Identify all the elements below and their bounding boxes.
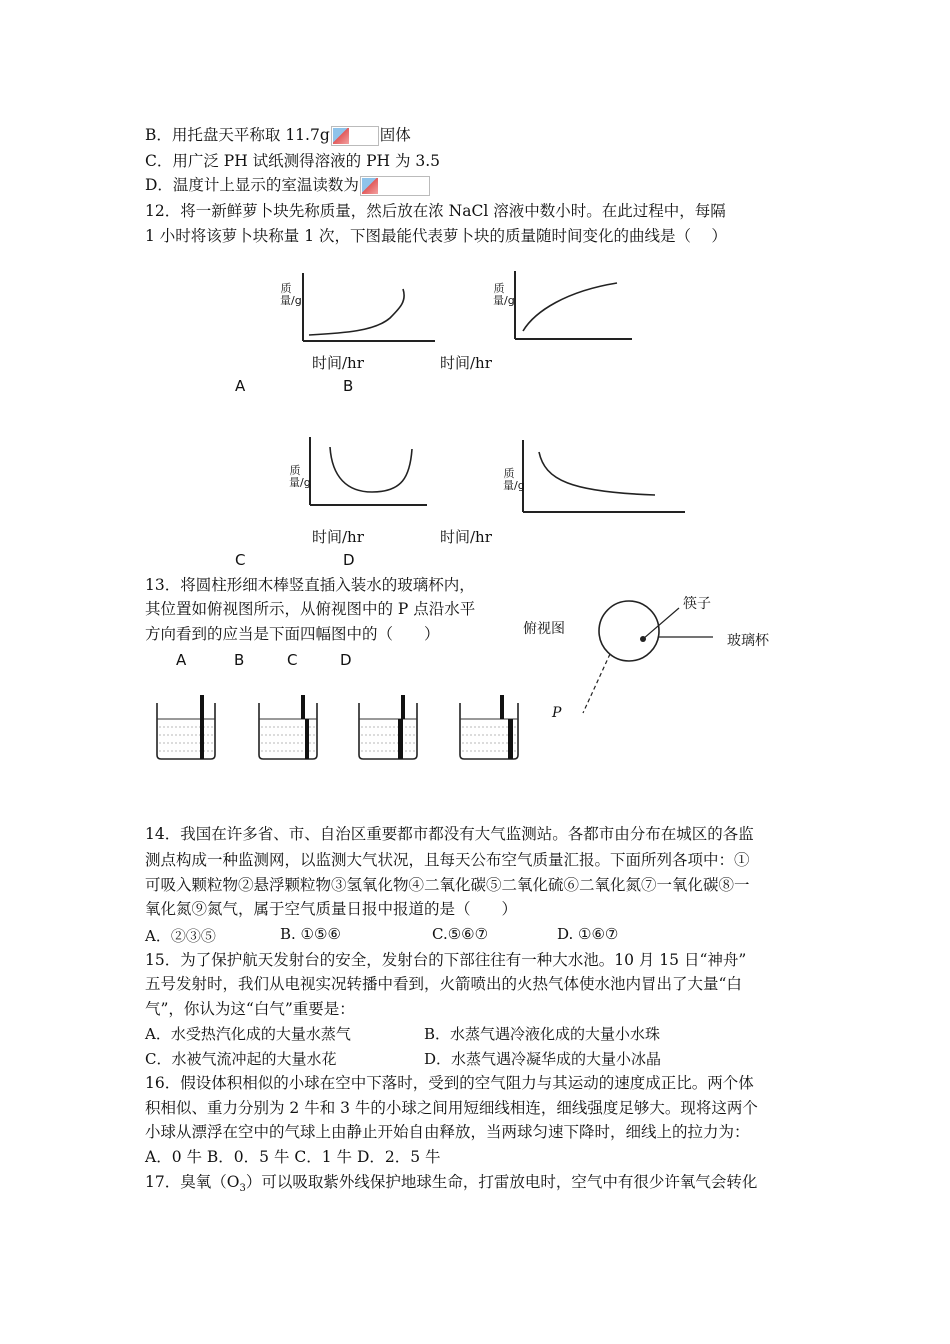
graph-d: [515, 440, 695, 520]
q13-line-1: 13．将圆柱形细木棒竖直插入装水的玻璃杯内，: [145, 576, 475, 594]
q11-option-b-text: B．用托盘天平称取 11.7g: [145, 126, 330, 144]
q12-line-1: 12．将一新鲜萝卜块先称质量，然后放在浓 NaCl 溶液中数小时。在此过程中，每隔: [145, 202, 726, 220]
graph-d-xlabel: 时间/hr: [440, 528, 492, 546]
q13-line-3: 方向看到的应当是下面四幅图中的（ ）: [145, 625, 440, 643]
q14-line-2: 测点构成一种监测网，以监测大气状况，且每天公布空气质量汇报。下面所列各项中：①: [145, 851, 750, 869]
q13-line-2: 其位置如俯视图所示，从俯视图中的 P 点沿水平: [145, 600, 476, 618]
q11-option-d: [145, 175, 431, 196]
glass-option-b: [257, 695, 327, 765]
glass-label: 玻璃杯: [727, 633, 769, 649]
q15-option-d: D．水蒸气遇冷凝华成的大量小冰晶: [424, 1050, 662, 1068]
q13-option-c: C: [287, 651, 298, 669]
graph-a: [295, 273, 445, 353]
q11-option-b: [145, 125, 411, 146]
q14-option-b: B. ①⑤⑥: [280, 925, 341, 943]
q14-line-1: 14．我国在许多省、市、自治区重要都市都没有大气监测站。各都市由分布在城区的各监: [145, 825, 754, 843]
q15-line-1: 15．为了保护航天发射台的安全，发射台的下部往往有一种大水池。10 月 15 日“神舟”: [145, 951, 747, 969]
q16-line-2: 积相似、重力分别为 2 牛和 3 牛的小球之间用短细线相连，细线强度足够大。现将这两个: [145, 1099, 758, 1117]
graph-a-ylabel: 质量/g: [280, 282, 302, 307]
q13-option-b: B: [234, 651, 245, 669]
broken-image-icon: [331, 126, 379, 146]
q17-text-end: ）可以吸取紫外线保护地球生命，打雷放电时，空气中有很少许氧气会转化: [245, 1173, 758, 1191]
q11-option-d-text: D．温度计上显示的室温读数为: [145, 176, 359, 194]
q15-line-3: 气”，你认为这“白气”重要是：: [145, 1000, 355, 1018]
graph-d-ylabel: 质量/g: [503, 467, 525, 492]
chopstick-label: 筷子: [683, 596, 711, 612]
q12-option-c: C: [235, 551, 246, 569]
q17-line-1: [145, 1172, 757, 1199]
q14-option-d: D. ①⑥⑦: [557, 925, 619, 943]
graph-c: [302, 437, 452, 517]
graph-c-xlabel: 时间/hr: [312, 528, 364, 546]
q15-option-a: A．水受热汽化成的大量水蒸气: [145, 1025, 351, 1043]
p-point-label: P: [552, 705, 562, 721]
q16-line-3: 小球从漂浮在空中的气球上由静止开始自由释放，当两球匀速下降时，细线上的拉力为：: [145, 1123, 750, 1141]
graph-a-xlabel: 时间/hr: [312, 354, 364, 372]
q14-line-3: 可吸入颗粒物②悬浮颗粒物③氢氧化物④二氧化碳⑤二氧化硫⑥二氧化氮⑦一氧化碳⑧一: [145, 876, 750, 894]
q14-option-c: C.⑤⑥⑦: [432, 925, 489, 943]
q15-line-2: 五号发射时，我们从电视实况转播中看到，火箭喷出的火热气体使水池内冒出了大量“白: [145, 975, 742, 993]
top-view-label: 俯视图: [523, 621, 565, 637]
glass-option-c: [357, 695, 427, 765]
q11-option-b-suffix: 固体: [379, 126, 411, 144]
glass-option-a: [155, 695, 225, 765]
q13-option-a: A: [176, 651, 187, 669]
q17-subscript: 3: [239, 1183, 246, 1195]
q12-option-a: A: [235, 377, 246, 395]
q15-option-c: C．水被气流冲起的大量水花: [145, 1050, 337, 1068]
q16-options: A．0 牛 B．0．5 牛 C．1 牛 D．2．5 牛: [145, 1148, 441, 1166]
graph-c-ylabel: 质量/g: [289, 464, 311, 489]
graph-b: [507, 271, 657, 351]
q17-text-start: 17．臭氧（O: [145, 1173, 240, 1191]
q11-option-c: C．用广泛 PH 试纸测得溶液的 PH 为 3.5: [145, 152, 441, 170]
q12-option-d: D: [343, 551, 355, 569]
q16-line-1: 16．假设体积相似的小球在空中下落时，受到的空气阻力与其运动的速度成正比。两个体: [145, 1074, 754, 1092]
graph-b-ylabel: 质量/g: [493, 282, 515, 307]
q12-option-b: B: [343, 377, 354, 395]
q13-option-d: D: [340, 651, 352, 669]
glass-option-d: [458, 695, 528, 765]
graph-b-xlabel: 时间/hr: [440, 354, 492, 372]
q14-option-a: A．②③⑤: [145, 927, 216, 945]
q14-line-4: 氧化氮⑨氮气，属于空气质量日报中报道的是（ ）: [145, 900, 518, 918]
top-view-diagram: [575, 590, 725, 720]
q12-line-2: 1 小时将该萝卜块称量 1 次，下图最能代表萝卜块的质量随时间变化的曲线是（ ）: [145, 227, 727, 245]
q15-option-b: B．水蒸气遇冷液化成的大量小水珠: [424, 1025, 661, 1043]
broken-image-icon: [360, 176, 430, 196]
